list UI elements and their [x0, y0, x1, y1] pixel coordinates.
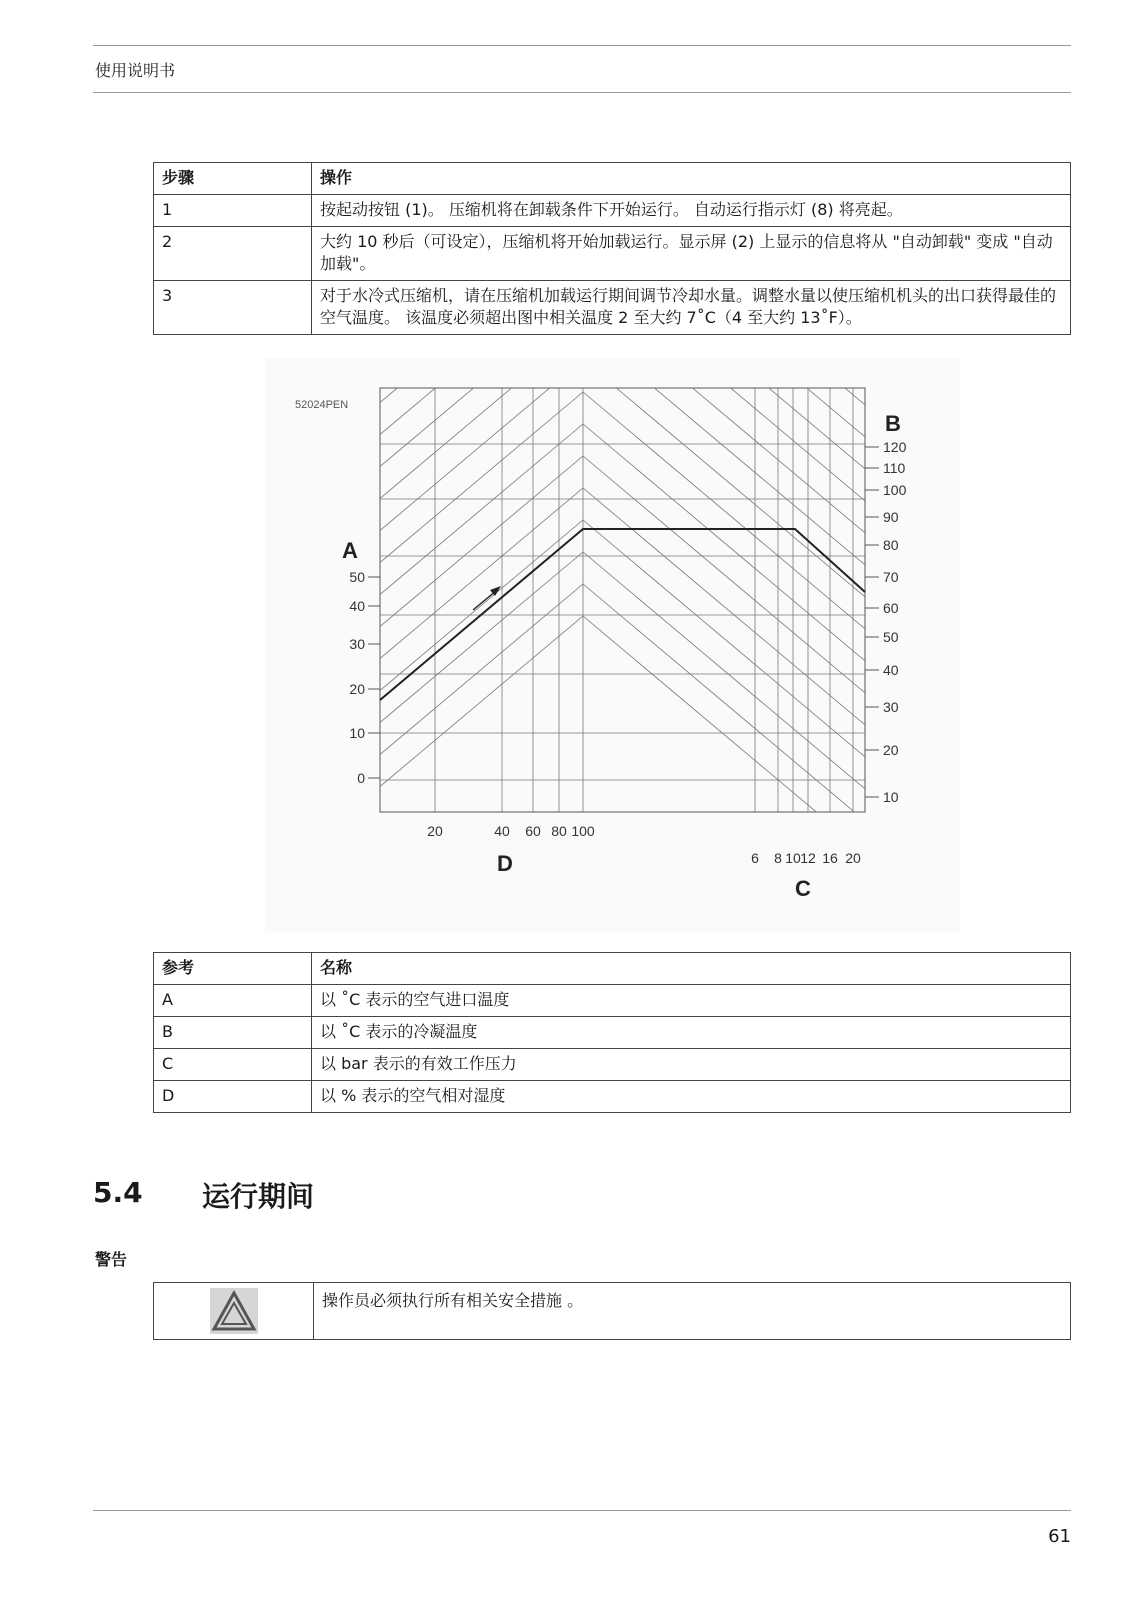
tick-label: 0 — [357, 770, 365, 786]
ref-name: 以 ˚C 表示的冷凝温度 — [312, 1017, 1071, 1049]
header-top-rule — [93, 45, 1071, 46]
horizontal-grid — [380, 444, 865, 780]
col-header-step: 步骤 — [154, 163, 312, 195]
warning-triangle-icon — [210, 1288, 258, 1334]
diagonal-line — [265, 358, 960, 687]
step-number: 1 — [154, 195, 312, 227]
axis-d-ticks — [427, 823, 595, 839]
ref-letter: C — [154, 1049, 312, 1081]
warning-label: 警告 — [95, 1250, 128, 1269]
tick-label: 20 — [883, 742, 899, 758]
tick-label: 80 — [883, 537, 899, 553]
axis-b-ticks — [865, 439, 907, 805]
diagonal-line — [265, 358, 960, 719]
tick-label: 100 — [883, 482, 907, 498]
diagonal-line — [265, 360, 960, 879]
tick-label: 40 — [349, 598, 365, 614]
ref-letter: B — [154, 1017, 312, 1049]
table-row — [154, 1017, 1071, 1049]
col-header-name: 名称 — [312, 953, 1071, 985]
ref-name: 以 % 表示的空气相对湿度 — [312, 1081, 1071, 1113]
table-row — [154, 281, 1071, 335]
section-number: 5.4 — [93, 1176, 143, 1209]
axis-a-label: A — [342, 538, 358, 563]
step-action: 按起动按钮 (1)。 压缩机将在卸载条件下开始运行。 自动运行指示灯 (8) 将亮起。 — [312, 195, 1071, 227]
header-title: 使用说明书 — [95, 61, 176, 80]
tick-label: 6 — [751, 850, 759, 866]
axis-a-ticks — [349, 569, 380, 786]
diagonal-line — [265, 392, 960, 911]
ref-letter: A — [154, 985, 312, 1017]
reference-table — [153, 952, 1071, 1113]
tick-label: 70 — [883, 569, 899, 585]
tick-label: 40 — [883, 662, 899, 678]
tick-label: 10 — [785, 850, 801, 866]
col-header-ref: 参考 — [154, 953, 312, 985]
nomogram-figure — [265, 358, 960, 932]
step-action: 对于水冷式压缩机，请在压缩机加载运行期间调节冷却水量。调整水量以使压缩机机头的出口获得最佳的空气温度。 该温度必须超出图中相关温度 2 至大约 7˚C（4 至大约 13˚F）。 — [312, 281, 1071, 335]
table-row — [154, 227, 1071, 281]
ref-letter: D — [154, 1081, 312, 1113]
table-row — [154, 985, 1071, 1017]
table-header-row — [154, 953, 1071, 985]
tick-label: 30 — [883, 699, 899, 715]
tick-label: 12 — [800, 850, 816, 866]
diagonal-line — [265, 358, 960, 847]
step-number: 3 — [154, 281, 312, 335]
tick-label: 30 — [349, 636, 365, 652]
section-title: 运行期间 — [202, 1180, 315, 1213]
page-number: 61 — [1048, 1526, 1071, 1547]
nomogram-svg — [265, 358, 960, 932]
tick-label: 20 — [427, 823, 443, 839]
tick-label: 100 — [571, 823, 595, 839]
diagonal-line — [265, 520, 960, 932]
diagonal-line — [265, 584, 960, 932]
axis-c-ticks — [751, 850, 861, 866]
tick-label: 20 — [349, 681, 365, 697]
tick-label: 60 — [883, 600, 899, 616]
steps-table — [153, 162, 1071, 335]
axis-d-label: D — [497, 851, 513, 876]
table-row — [154, 195, 1071, 227]
ref-name: 以 bar 表示的有效工作压力 — [312, 1049, 1071, 1081]
tick-label: 110 — [883, 460, 906, 476]
step-action: 大约 10 秒后（可设定），压缩机将开始加载运行。显示屏 (2) 上显示的信息将从 "自动卸载" 变成 "自动加载"。 — [312, 227, 1071, 281]
tick-label: 16 — [822, 850, 838, 866]
tick-label: 10 — [349, 725, 365, 741]
tick-label: 90 — [883, 509, 899, 525]
tick-label: 40 — [494, 823, 510, 839]
col-header-action: 操作 — [312, 163, 1071, 195]
warning-text: 操作员必须执行所有相关安全措施 。 — [314, 1283, 1071, 1340]
axis-c-label: C — [795, 876, 811, 901]
diagonal-line — [265, 616, 960, 932]
figure-code: 52024PEN — [295, 399, 349, 411]
tick-label: 60 — [525, 823, 541, 839]
diagonal-line — [265, 358, 960, 655]
step-number: 2 — [154, 227, 312, 281]
tick-label: 20 — [845, 850, 861, 866]
direction-arrow — [473, 586, 501, 610]
tick-label: 8 — [774, 850, 782, 866]
tick-label: 50 — [349, 569, 365, 585]
axis-b-label: B — [885, 411, 901, 436]
table-header-row — [154, 163, 1071, 195]
diagonal-line — [265, 358, 960, 815]
ref-name: 以 ˚C 表示的空气进口温度 — [312, 985, 1071, 1017]
tick-label: 120 — [883, 439, 907, 455]
table-row — [154, 1081, 1071, 1113]
warning-box — [153, 1282, 1071, 1340]
diagonal-line — [265, 358, 960, 783]
tick-label: 50 — [883, 629, 899, 645]
header-bottom-rule — [93, 92, 1071, 93]
tick-label: 80 — [551, 823, 567, 839]
table-row — [154, 1049, 1071, 1081]
tick-label: 10 — [883, 789, 899, 805]
footer-rule — [93, 1510, 1071, 1511]
